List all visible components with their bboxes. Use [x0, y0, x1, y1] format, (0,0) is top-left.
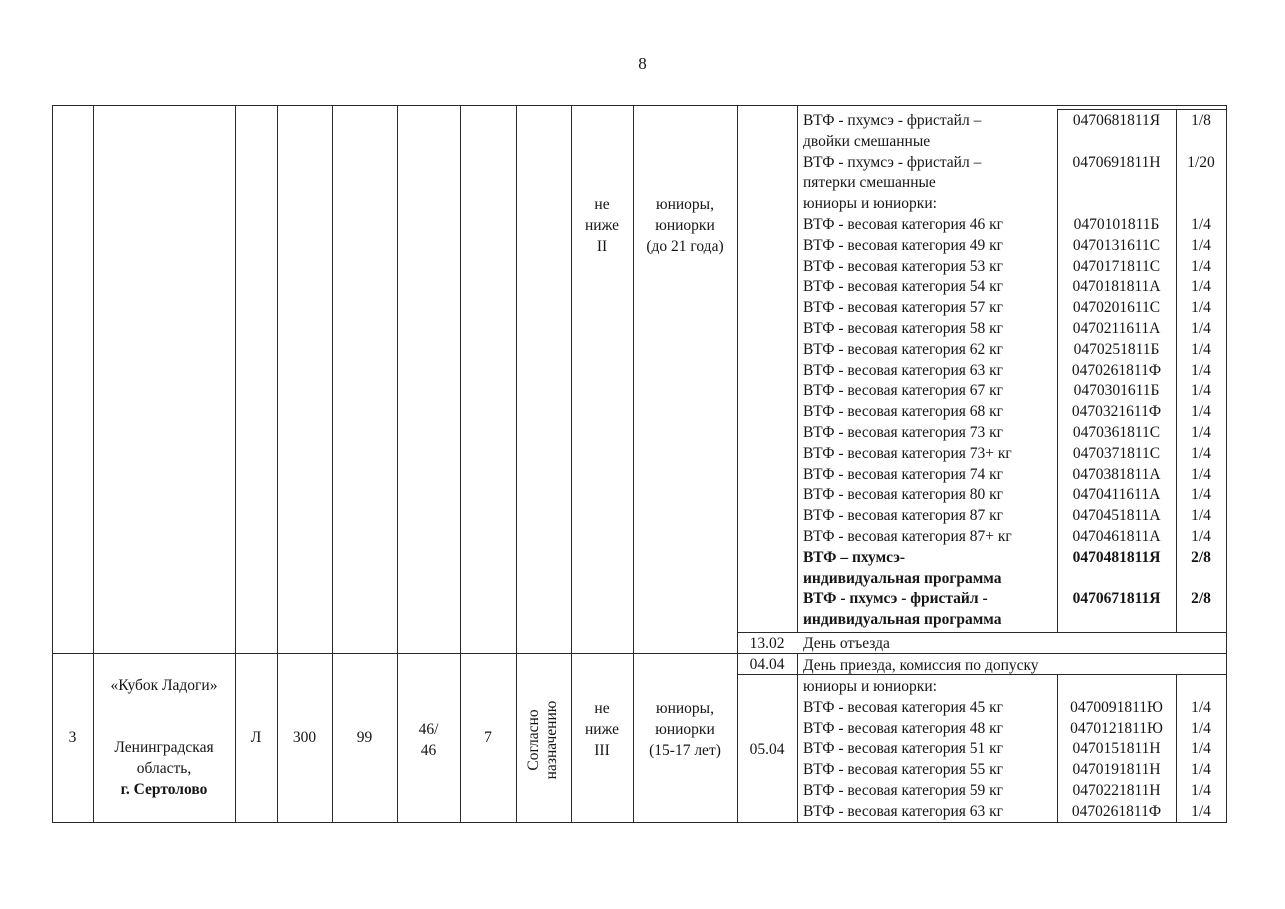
- program-share: 1/4: [1191, 236, 1211, 254]
- column-rule: [235, 105, 236, 822]
- participants-split: 46/: [418, 721, 439, 738]
- program-name: ВТФ - весовая категория 80 кг: [803, 486, 1004, 504]
- program-share: 1/4: [1191, 216, 1211, 233]
- event-level-letter: Л: [250, 729, 262, 746]
- program-block-top: [1057, 109, 1226, 110]
- program-name: ВТФ - пхумсэ - фристайл -: [803, 590, 988, 608]
- program-share: 1/4: [1191, 299, 1211, 317]
- column-rule: [460, 105, 461, 822]
- program-name: индивидуальная программа: [803, 569, 1002, 587]
- program-name: ВТФ - весовая категория 87+ кг: [803, 528, 1012, 545]
- program-name: ВТФ - пхумсэ - фристайл –: [803, 153, 982, 171]
- program-code: 0470691811Н: [1072, 153, 1161, 171]
- column-rule: [516, 105, 517, 822]
- age-category: юниоры,: [656, 700, 714, 717]
- program-share: 1/4: [1191, 761, 1211, 779]
- participants-split: 46: [420, 741, 437, 759]
- page-number: 8: [638, 54, 647, 73]
- program-share: 1/4: [1191, 719, 1211, 737]
- qualification-level: ниже: [585, 720, 619, 738]
- qualification-level: ниже: [585, 216, 619, 234]
- program-share: 1/4: [1191, 507, 1211, 525]
- arrive-date: 04.04: [749, 656, 785, 673]
- note-vertical: [525, 685, 561, 795]
- program-code: 0470181811А: [1072, 278, 1161, 296]
- program-code: 0470301611Б: [1073, 382, 1160, 400]
- program-name: пятерки смешанные: [803, 174, 936, 192]
- age-category: юниорки: [655, 216, 715, 234]
- program-share: 1/8: [1191, 112, 1211, 129]
- program-name: ВТФ - весовая категория 73+ кг: [803, 444, 1012, 462]
- depart-date: 13.02: [749, 635, 785, 652]
- program-name: ВТФ - весовая категория 58 кг: [803, 320, 1004, 337]
- arrive-text: День приезда, комиссия по допуску: [803, 657, 1039, 674]
- program-share: 1/4: [1191, 320, 1211, 337]
- row-number: 3: [68, 729, 77, 746]
- participants-total: 300: [292, 729, 317, 746]
- event-region: Ленинградская: [114, 739, 214, 756]
- event-name: «Кубок Ладоги»: [110, 677, 218, 694]
- age-category: юниорки: [655, 720, 715, 738]
- program-code: 0470411611А: [1072, 486, 1161, 504]
- column-rule: [93, 105, 94, 822]
- program-share: 1/20: [1187, 153, 1215, 171]
- program-name: ВТФ - весовая категория 54 кг: [803, 278, 1004, 296]
- program-name: юниоры и юниорки:: [803, 195, 937, 213]
- program-code: 0470171811С: [1072, 257, 1161, 275]
- program-code: 0470481811Я: [1072, 548, 1161, 566]
- program-share: 1/4: [1191, 444, 1211, 462]
- program-share: 1/4: [1191, 698, 1211, 716]
- program-code: 0470251811Б: [1073, 340, 1160, 358]
- program-code: 0470191811Н: [1072, 761, 1161, 779]
- program-name: двойки смешанные: [803, 132, 931, 150]
- qualification-level: не: [594, 196, 610, 213]
- note-vertical-line: Согласно: [525, 709, 542, 771]
- program-name: ВТФ - пхумсэ - фристайл –: [803, 112, 982, 129]
- column-rule: [797, 653, 798, 822]
- row-divider: [52, 653, 737, 654]
- age-category: юниоры,: [656, 196, 714, 213]
- program-share: 2/8: [1191, 548, 1211, 566]
- program-name: ВТФ - весовая категория 45 кг: [803, 698, 1004, 716]
- program-name: ВТФ - весовая категория 63 кг: [803, 361, 1004, 379]
- program-name: ВТФ - весовая категория 63 кг: [803, 802, 1004, 820]
- program-code: 0470261811Ф: [1071, 361, 1162, 379]
- program-name: ВТФ - весовая категория 59 кг: [803, 782, 1004, 799]
- depart-row-top: [737, 632, 1226, 633]
- program-share: 1/4: [1191, 465, 1211, 483]
- event-region: область,: [136, 759, 192, 777]
- program-share: 1/4: [1191, 740, 1211, 758]
- program-share: 1/4: [1191, 340, 1211, 358]
- program-name: ВТФ - весовая категория 49 кг: [803, 236, 1004, 254]
- program-name: ВТФ - весовая категория 68 кг: [803, 403, 1004, 421]
- age-category: (до 21 года): [646, 237, 724, 255]
- program-code: 0470461811А: [1072, 528, 1161, 545]
- table-top-border: [52, 105, 1226, 106]
- program-code: 0470121811Ю: [1070, 719, 1163, 737]
- program-code: 0470451811А: [1072, 507, 1161, 525]
- program-name: индивидуальная программа: [803, 611, 1002, 629]
- program-code: 0470211611А: [1072, 320, 1161, 337]
- program-share: 1/4: [1191, 403, 1211, 421]
- program-name: ВТФ - весовая категория 51 кг: [803, 740, 1004, 758]
- program-name: ВТФ – пхумсэ-: [803, 548, 906, 566]
- program-share: 1/4: [1191, 782, 1211, 799]
- column-rule: [332, 105, 333, 822]
- program-share: 1/4: [1191, 486, 1211, 504]
- program-name: ВТФ - весовая категория 62 кг: [803, 340, 1004, 358]
- program-code: 0470261811Ф: [1071, 802, 1162, 820]
- program-code: 0470221811Н: [1072, 782, 1161, 799]
- table-right-border: [1226, 105, 1227, 822]
- table-bottom-border: [52, 822, 1227, 823]
- program-code: 0470681811Я: [1072, 112, 1161, 129]
- program-name: юниоры и юниорки:: [803, 678, 937, 695]
- age-category: (15-17 лет): [649, 741, 721, 759]
- program-share: 1/4: [1191, 802, 1211, 820]
- program-share: 1/4: [1191, 382, 1211, 400]
- qualification-level: не: [594, 700, 610, 717]
- qualification-level: III: [594, 741, 610, 759]
- depart-text: День отъезда: [803, 635, 890, 652]
- program-name: ВТФ - весовая категория 55 кг: [803, 761, 1004, 779]
- program-code: 0470101811Б: [1073, 216, 1160, 233]
- column-rule: [797, 105, 798, 632]
- program-name: ВТФ - весовая категория 57 кг: [803, 299, 1004, 317]
- program-code: 0470131611С: [1072, 236, 1161, 254]
- event-city: г. Сертолово: [120, 781, 208, 798]
- column-rule: [737, 105, 738, 822]
- note-vertical-line: назначению: [543, 700, 560, 780]
- program-share: 1/4: [1191, 257, 1211, 275]
- program-code: 0470201611С: [1072, 299, 1161, 317]
- program-share: 1/4: [1191, 528, 1211, 545]
- program-name: ВТФ - весовая категория 67 кг: [803, 382, 1004, 400]
- program-code: 0470151811Н: [1072, 740, 1161, 758]
- program-code: 0470091811Ю: [1070, 698, 1163, 716]
- program-share: 1/4: [1191, 424, 1211, 441]
- program-share: 1/4: [1191, 278, 1211, 296]
- days-count: 7: [484, 729, 492, 746]
- program-name: ВТФ - весовая категория 53 кг: [803, 257, 1004, 275]
- program-share: 1/4: [1191, 361, 1211, 379]
- program-name: ВТФ - весовая категория 48 кг: [803, 719, 1004, 737]
- program-code: 0470371811С: [1072, 444, 1161, 462]
- program-name: ВТФ - весовая категория 46 кг: [803, 216, 1004, 233]
- column-rule: [52, 105, 53, 822]
- program-name: ВТФ - весовая категория 73 кг: [803, 424, 1004, 441]
- program-code: 0470381811А: [1072, 465, 1161, 483]
- participants-count: 99: [356, 729, 373, 746]
- program-name: ВТФ - весовая категория 74 кг: [803, 465, 1004, 483]
- column-rule: [397, 105, 398, 822]
- column-rule: [277, 105, 278, 822]
- program-code: 0470361811С: [1072, 424, 1161, 441]
- program-share: 2/8: [1191, 590, 1211, 608]
- program-name: ВТФ - весовая категория 87 кг: [803, 507, 1004, 525]
- competition-date: 05.04: [749, 741, 785, 758]
- program-code: 0470321611Ф: [1071, 403, 1162, 421]
- qualification-level: II: [596, 237, 608, 255]
- program-code: 0470671811Я: [1072, 590, 1161, 608]
